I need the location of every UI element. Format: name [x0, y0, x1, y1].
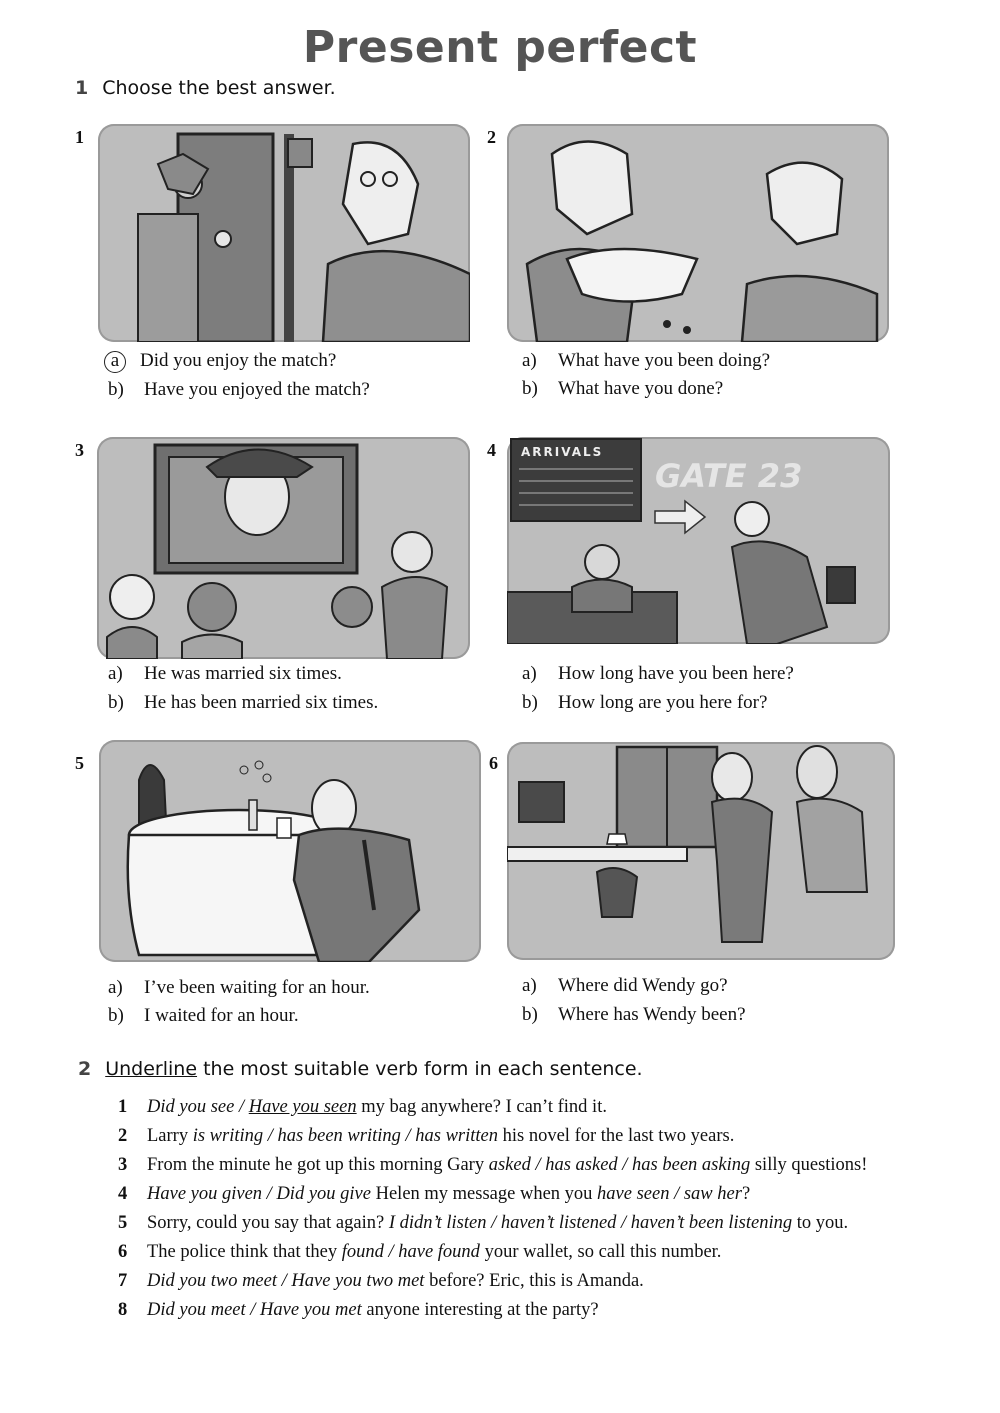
sentence-text [147, 1122, 898, 1151]
option-b[interactable]: b) What have you done? [522, 378, 724, 399]
sentence-number: 8 [118, 1300, 128, 1320]
sign-arrivals: ARRIVALS [521, 445, 604, 459]
sentence-item [118, 1151, 898, 1180]
illustration-restaurant-waiting [99, 740, 481, 962]
panel-number: 5 [75, 753, 84, 773]
sentence-text [147, 1180, 898, 1209]
sentence-text [147, 1209, 898, 1238]
sentence-list [118, 1093, 898, 1325]
illustration-broken-bowl [507, 124, 889, 342]
sentence-fragment: to you. [792, 1213, 849, 1233]
sign-gate: GATE 23 [655, 457, 803, 495]
sentence-fragment: anyone interesting at the party? [361, 1300, 599, 1320]
option-a[interactable]: a) Where did Wendy go? [522, 975, 728, 996]
sentence-number: 4 [118, 1184, 128, 1204]
verb-choice[interactable]: have seen / saw her [597, 1184, 742, 1204]
page-title: Present perfect [302, 22, 698, 73]
sentence-number: 6 [118, 1242, 128, 1262]
option-b[interactable]: b) How long are you here for? [522, 692, 768, 713]
verb-choice[interactable]: I didn’t listen / haven’t listened / haven’t been listening [388, 1213, 793, 1233]
verb-choice[interactable]: Did you two meet / Have you two met [147, 1271, 425, 1291]
option-b[interactable]: b) Have you enjoyed the match? [108, 379, 370, 400]
option-a[interactable]: a) He was married six times. [108, 663, 342, 684]
sentence-fragment: silly questions! [750, 1155, 868, 1175]
verb-choice[interactable]: Have you seen [248, 1097, 357, 1117]
sentence-fragment: Sorry, could you say that again? [147, 1213, 389, 1233]
sentence-fragment: From the minute he got up this morning Gary [147, 1155, 489, 1175]
exercise-2-heading [78, 1058, 643, 1080]
option-a[interactable]: a Did you enjoy the match? [108, 350, 336, 373]
exercise-number: 1 [75, 77, 89, 99]
sentence-number: 3 [118, 1155, 128, 1175]
panel-number: 2 [487, 127, 496, 147]
sentence-item [118, 1238, 898, 1267]
exercise-1-heading [75, 77, 336, 99]
panel-number: 3 [75, 440, 84, 460]
illustration-museum-portrait [97, 437, 470, 659]
sentence-text [147, 1151, 898, 1180]
illustration-boy-coming-home [98, 124, 470, 342]
sentence-text [147, 1093, 898, 1122]
option-b[interactable]: b) I waited for an hour. [108, 1005, 299, 1026]
sentence-item [118, 1180, 898, 1209]
sentence-item [118, 1296, 898, 1325]
sentence-fragment: Larry [147, 1126, 193, 1146]
panel-number: 4 [487, 440, 496, 460]
sentence-fragment: before? Eric, this is Amanda. [424, 1271, 644, 1291]
illustration-office-desk [507, 742, 895, 960]
instruction-keyword: Underline [105, 1058, 198, 1080]
sentence-number: 2 [118, 1126, 128, 1146]
circled-answer-mark: a [104, 351, 126, 373]
sentence-text [147, 1296, 898, 1325]
sentence-text [147, 1238, 898, 1267]
sentence-fragment: The police think that they [147, 1242, 342, 1262]
panel-number: 1 [75, 127, 84, 147]
option-b[interactable]: b) He has been married six times. [108, 692, 379, 713]
verb-choice[interactable]: Have you given / Did you give [147, 1184, 371, 1204]
sentence-number: 1 [118, 1097, 128, 1117]
verb-choice[interactable]: asked / has asked / has been asking [488, 1155, 751, 1175]
sentence-item [118, 1267, 898, 1296]
exercise-instruction: Choose the best answer. [102, 77, 336, 99]
verb-choice[interactable]: found / have found [341, 1242, 480, 1262]
sentence-fragment: your wallet, so call this number. [479, 1242, 722, 1262]
verb-choice[interactable]: Did you meet / Have you met [147, 1300, 362, 1320]
option-b[interactable]: b) Where has Wendy been? [522, 1004, 746, 1025]
illustration-airport-arrivals [507, 437, 890, 644]
sentence-item [118, 1093, 898, 1122]
exercise-instruction: the most suitable verb form in each sentence. [197, 1058, 643, 1080]
sentence-number: 5 [118, 1213, 128, 1233]
sentence-fragment: my bag anywhere? I can’t find it. [356, 1097, 607, 1117]
sentence-item [118, 1209, 898, 1238]
option-a[interactable]: a) What have you been doing? [522, 350, 771, 371]
panel-number: 6 [489, 753, 498, 773]
exercise-number: 2 [78, 1058, 92, 1080]
sentence-number: 7 [118, 1271, 128, 1291]
sentence-text [147, 1267, 898, 1296]
verb-choice[interactable]: is writing / has been writing / has written [192, 1126, 498, 1146]
verb-choice[interactable]: Did you see / [147, 1097, 249, 1117]
sentence-fragment: ? [741, 1184, 751, 1204]
sentence-fragment: his novel for the last two years. [498, 1126, 735, 1146]
option-a[interactable]: a) I’ve been waiting for an hour. [108, 977, 370, 998]
sentence-item [118, 1122, 898, 1151]
sentence-fragment: Helen my message when you [370, 1184, 598, 1204]
option-a[interactable]: a) How long have you been here? [522, 663, 794, 684]
